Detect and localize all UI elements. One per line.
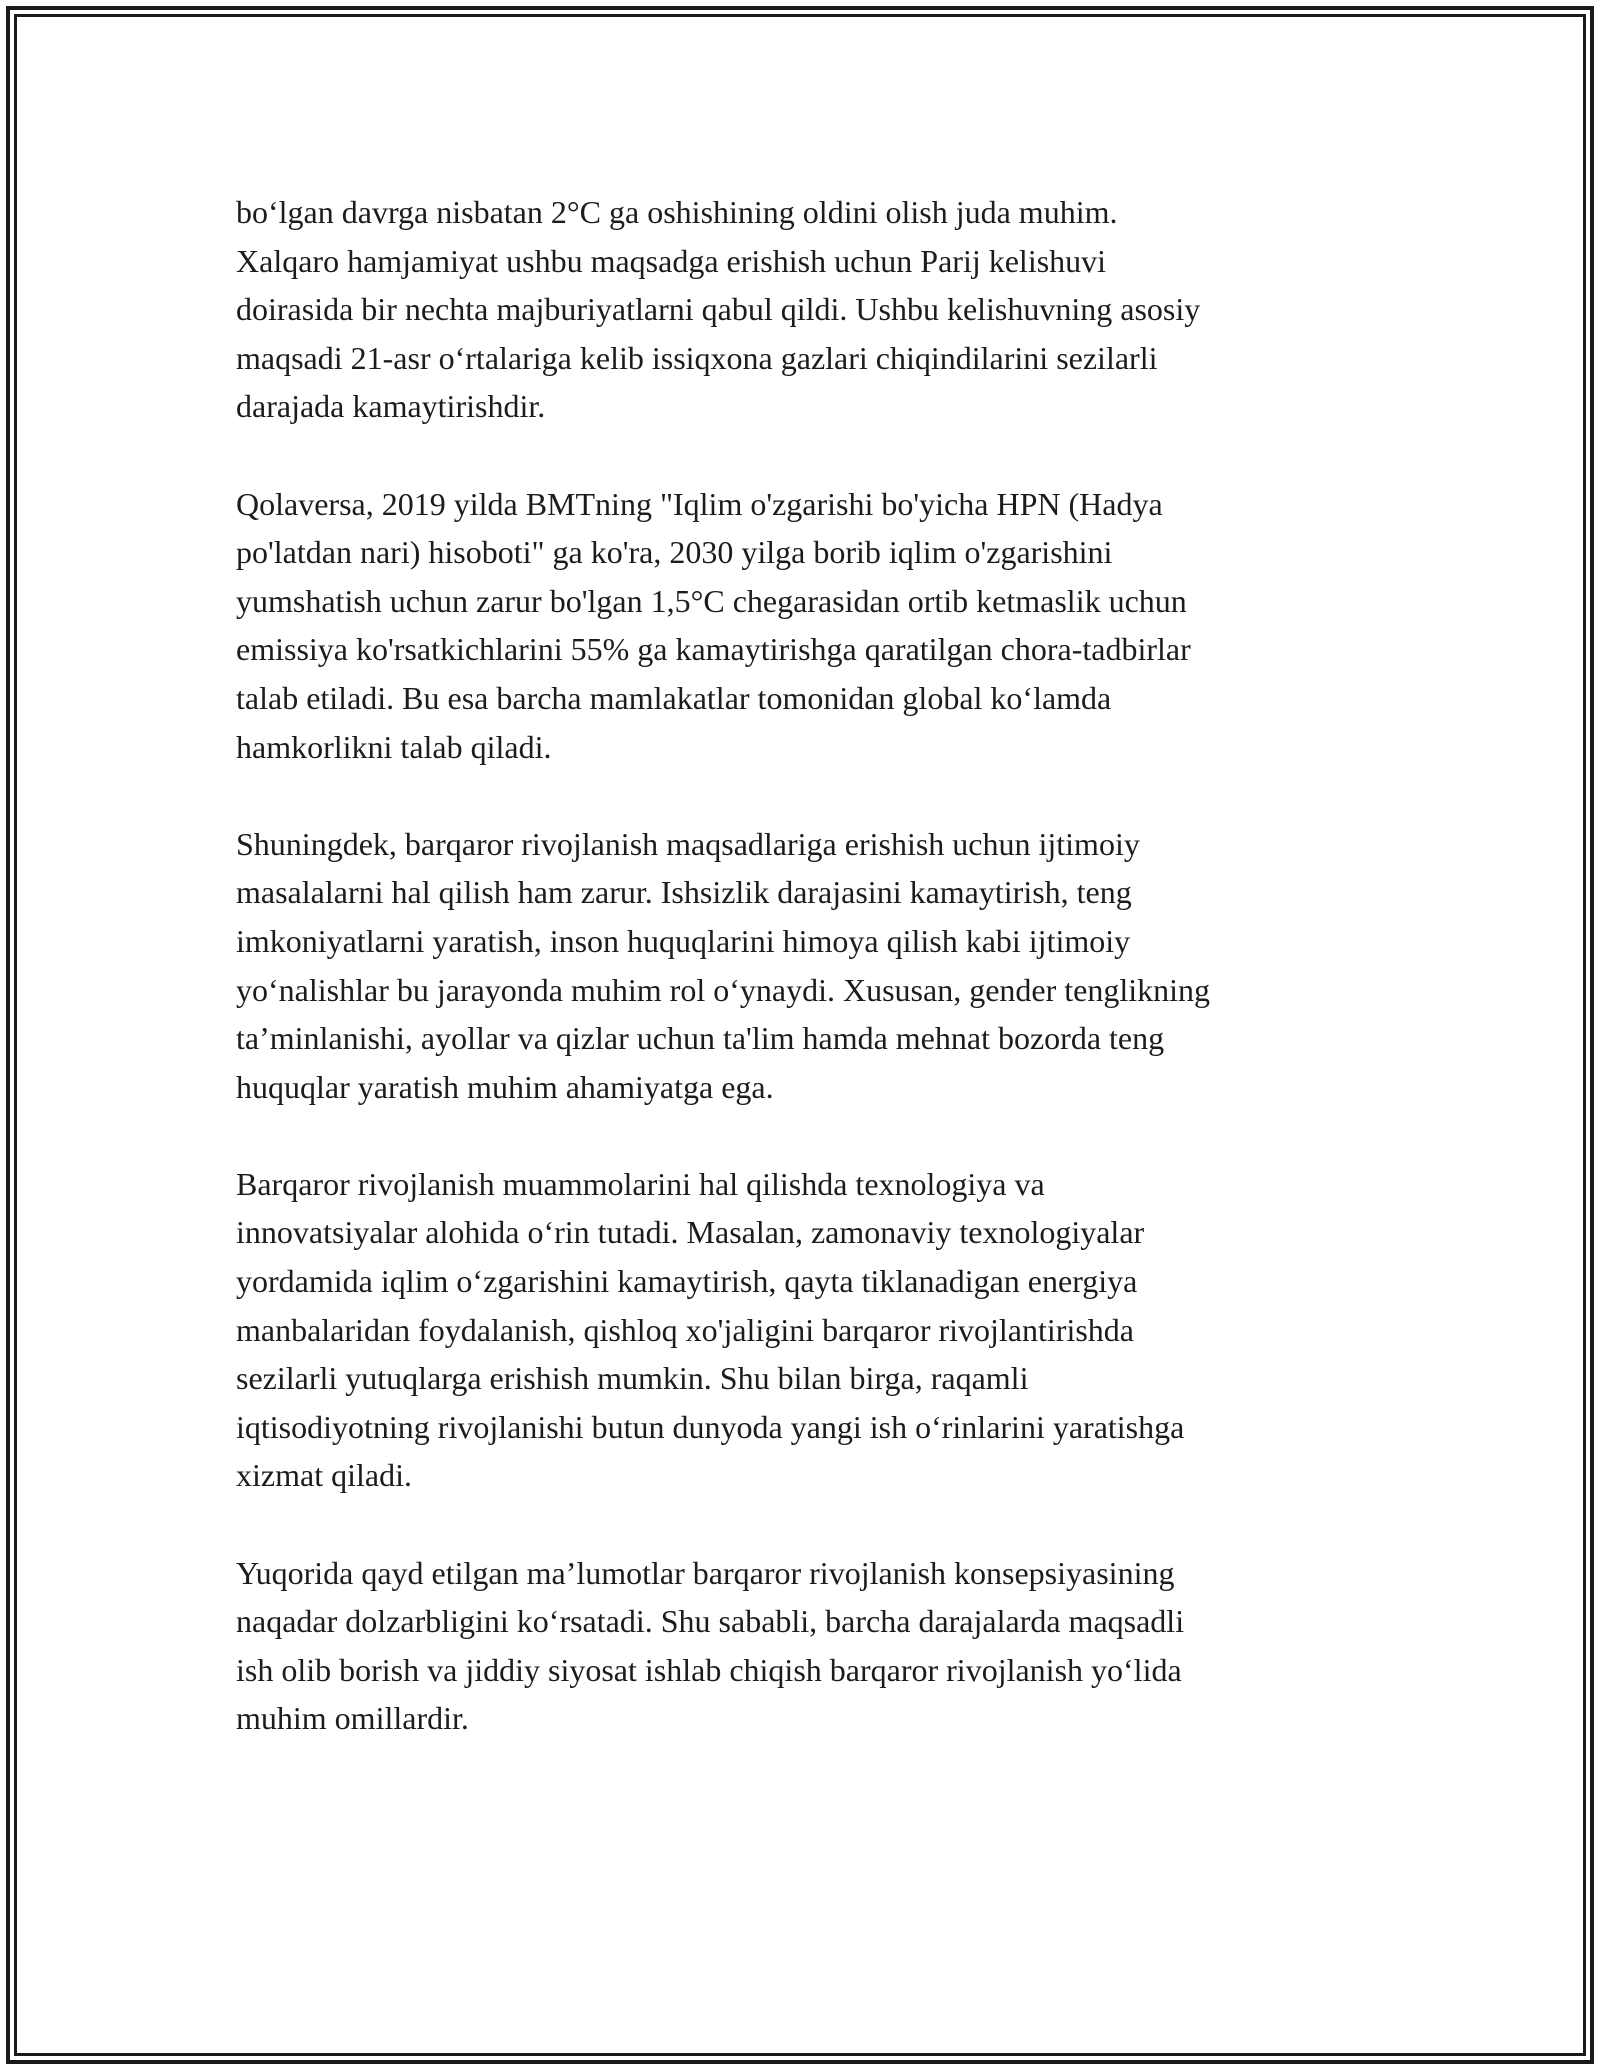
paragraph-3	[236, 820, 1366, 1112]
text-line: bo‘lgan davrga nisbatan 2°C ga oshishining oldini olish juda muhim.	[236, 194, 1118, 230]
text-line: huquqlar yaratish muhim ahamiyatga ega.	[236, 1068, 774, 1105]
text-line: innovatsiyalar alohida o‘rin tutadi. Masalan, zamonaviy texnologiyalar	[236, 1214, 1145, 1251]
text-line: emissiya ko'rsatkichlarini 55% ga kamaytirishga qaratilgan chora-tadbirlar	[236, 631, 1191, 668]
text-line: naqadar dolzarbligini ko‘rsatadi. Shu sababli, barcha darajalarda maqsadli	[236, 1603, 1185, 1640]
text-line: maqsadi 21-asr o‘rtalariga kelib issiqxona gazlari chiqindilarini sezilarli	[236, 339, 1158, 376]
text-line: xizmat qiladi.	[236, 1457, 412, 1494]
text-line: manbalaridan foydalanish, qishloq xo'jaligini barqaror rivojlantirishda	[236, 1311, 1134, 1348]
paragraph-1	[236, 188, 1366, 431]
paragraph-5	[236, 1549, 1366, 1743]
text-line: hamkorlikni talab qiladi.	[236, 728, 552, 765]
text-line: masalalarni hal qilish ham zarur. Ishsizlik darajasini kamaytirish, teng	[236, 874, 1132, 911]
paragraph-2	[236, 480, 1366, 772]
text-line: doirasida bir nechta majburiyatlarni qabul qildi. Ushbu kelishuvning asosiy	[236, 291, 1201, 328]
text-line: talab etiladi. Bu esa barcha mamlakatlar tomonidan global ko‘lamda	[236, 679, 1112, 716]
text-line: ish olib borish va jiddiy siyosat ishlab chiqish barqaror rivojlanish yo‘lida	[236, 1651, 1182, 1688]
text-line: Shuningdek, barqaror rivojlanish maqsadlariga erishish uchun ijtimoiy	[236, 825, 1140, 862]
text-line: yumshatish uchun zarur bo'lgan 1,5°C chegarasidan ortib ketmaslik uchun	[236, 582, 1187, 619]
text-line: ta’minlanishi, ayollar va qizlar uchun ta'lim hamda mehnat bozorda teng	[236, 1020, 1165, 1057]
text-line: yordamida iqlim o‘zgarishini kamaytirish, qayta tiklanadigan energiya	[236, 1263, 1138, 1300]
paragraph-4	[236, 1160, 1366, 1500]
text-line: Qolaversa, 2019 yilda BMTning "Iqlim o'zgarishi bo'yicha HPN (Hadya	[236, 485, 1163, 522]
text-line: Xalqaro hamjamiyat ushbu maqsadga erishish uchun Parij kelishuvi	[236, 242, 1107, 279]
text-line: iqtisodiyotning rivojlanishi butun dunyoda yangi ish o‘rinlarini yaratishga	[236, 1408, 1185, 1445]
text-line: Barqaror rivojlanish muammolarini hal qilishda texnologiya va	[236, 1165, 1045, 1202]
text-line: muhim omillardir.	[236, 1700, 469, 1737]
text-line: sezilarli yutuqlarga erishish mumkin. Shu bilan birga, raqamli	[236, 1360, 1029, 1397]
document-body	[236, 188, 1366, 1792]
text-line: imkoniyatlarni yaratish, inson huquqlarini himoya qilish kabi ijtimoiy	[236, 922, 1131, 959]
text-line: po'latdan nari) hisoboti" ga ko'ra, 2030 yilga borib iqlim o'zgarishini	[236, 534, 1113, 571]
text-line: darajada kamaytirishdir.	[236, 388, 546, 425]
text-line: Yuqorida qayd etilgan ma’lumotlar barqaror rivojlanish konsepsiyasining	[236, 1554, 1175, 1591]
text-line: yo‘nalishlar bu jarayonda muhim rol o‘ynaydi. Xususan, gender tenglikning	[236, 971, 1211, 1008]
